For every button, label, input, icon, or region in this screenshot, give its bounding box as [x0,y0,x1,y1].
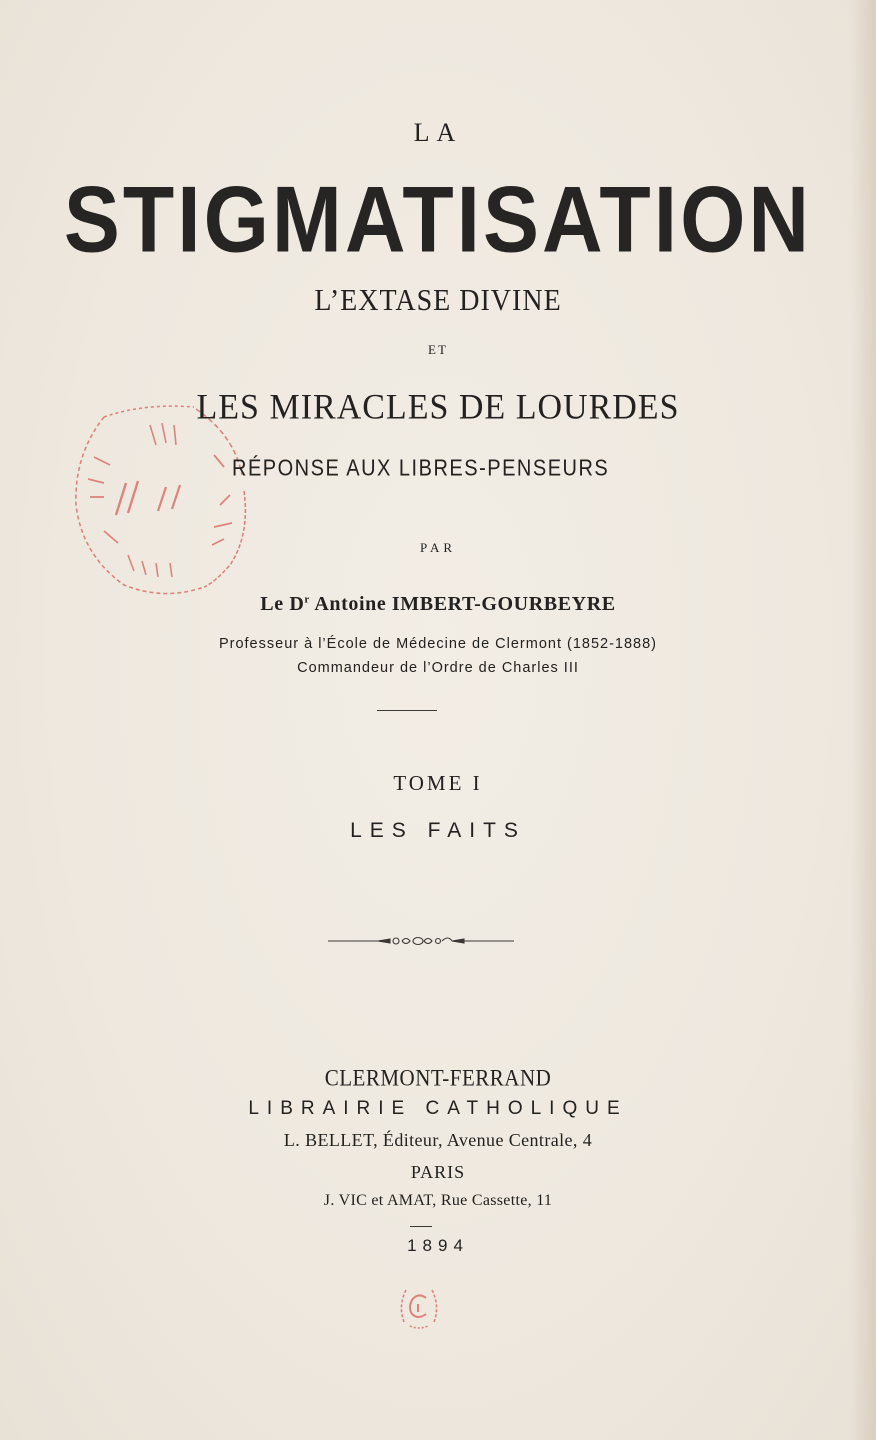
conjunction: ET [428,342,448,357]
ornament-divider-icon [328,930,514,952]
author-title-1: Professeur à l’École de Médecine de Clermont (1852-1888) [218,636,658,652]
author-prefix: Le D [260,593,305,615]
reply-subtitle: RÉPONSE AUX LIBRES-PENSEURS [232,456,610,482]
imprint-city-2: PARIS [410,1162,466,1182]
imprint-publisher: LIBRAIRIE CATHOLIQUE [248,1098,628,1119]
author-name: Antoine IMBERT-GOURBEYRE [314,593,616,615]
library-c-stamp [396,1282,442,1332]
imprint-city: CLERMONT-FERRAND [324,1064,552,1092]
divider-rule [377,710,437,711]
second-title: LES MIRACLES DE LOURDES [196,388,680,427]
imprint-editor: L. BELLET, Éditeur, Avenue Centrale, 4 [283,1130,593,1150]
by-line: PAR [419,540,457,555]
imprint-distributor: J. VIC et AMAT, Rue Cassette, 11 [323,1192,553,1209]
author [0,593,876,616]
year-rule [410,1226,432,1227]
author-title-2: Commandeur de l’Ordre de Charles III [297,660,579,676]
subtitle: L’EXTASE DIVINE [314,283,562,318]
author-prefix-sup: r [304,593,310,606]
publication-year: 1894 [407,1236,469,1255]
main-title: STIGMATISATION [63,166,813,272]
volume-subtitle: LES FAITS [350,819,526,842]
title-article: LA [413,118,463,147]
volume: TOME I [393,771,483,795]
